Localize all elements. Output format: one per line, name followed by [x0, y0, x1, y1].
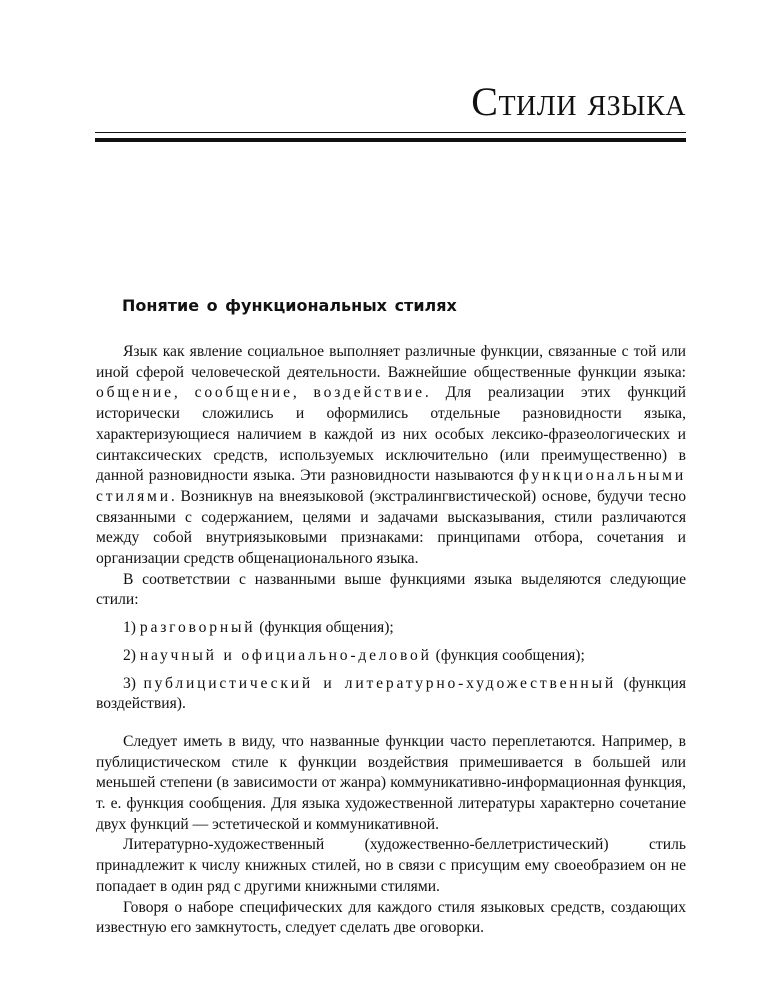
title-rule-thick: [95, 138, 686, 142]
p1-text: Язык как явление социальное выполняет различные функции, связанные с той или иной сферой человеческой деятельности. Важнейшие общественные функции языка:: [96, 343, 686, 381]
body-text: [96, 342, 686, 939]
paragraph-2: В соответствии с названными выше функциями языка выделяются следующие стили:: [96, 570, 686, 609]
list-item: [96, 646, 686, 667]
list-item-term: разговорный: [139, 619, 256, 637]
term-functional-styles: функциональными стилями: [96, 467, 686, 505]
paragraph-3: Следует иметь в виду, что названные функции часто переплетаются. Например, в публицистическом стиле к функции воздействия примешивается в большей или меньшей степени (в зависимости от жанра) коммуникативно-информационная функция, т. е. функция сообщения. Для языка художественной литературы характерно сочетание двух функций — эстетической и коммуникативной.: [96, 732, 686, 833]
term-vozdeistvie: воздействие: [313, 384, 425, 402]
chapter-title: Стили языка: [471, 79, 686, 124]
title-rule-thin: [95, 132, 686, 133]
p1-text: . Возникнув на внеязыковой (экстралингвистической) основе, будучи тесно связанными с содержанием, целями и задачами высказывания, стили различаются между собой внутриязыковыми признаками: принципами отбора, сочетания и организации средств общенационального языка.: [96, 487, 686, 568]
list-item: [96, 674, 686, 715]
p1-comma: ,: [173, 384, 195, 402]
paragraph-4: Литературно-художественный (художественно-беллетристический) стиль принадлежит к числу книжных стилей, но в связи с присущим ему своеобразием он не попадает в один ряд с другими книжными стилями.: [96, 836, 686, 895]
list-item-description: (функция воздействия).: [96, 674, 687, 713]
paragraph-5: Говоря о наборе специфических для каждого стиля языковых средств, создающих известную его замкнутость, следует сделать две оговорки.: [96, 898, 686, 937]
term-soobshchenie: сообщение: [194, 384, 293, 402]
list-item-description: (функция сообщения);: [431, 646, 585, 664]
p1-text: . Для реализации этих функций исторически сложились и оформились отдельные разновидности языка, характеризующиеся наличием в каждой из них особых лексико-фразеологических и синтаксических средств, используемых исключительно (или преимущественно) в данной разновидности языка. Эти разновидности называются: [96, 384, 686, 485]
list-item-number: 2): [123, 646, 140, 664]
list-item-description: (функция общения);: [255, 619, 394, 637]
paragraph-1: [96, 342, 686, 570]
list-item-number: 1): [123, 619, 140, 637]
p1-comma: ,: [292, 384, 314, 402]
section-heading: Понятие о функциональных стилях: [122, 296, 457, 315]
list-item-term: публицистический и литературно-художественный: [143, 674, 616, 692]
list-item-number: 3): [123, 674, 144, 692]
list-item: [96, 618, 686, 639]
term-obshchenie: общение: [96, 384, 174, 402]
list-item-term: научный и официально-деловой: [139, 646, 432, 664]
